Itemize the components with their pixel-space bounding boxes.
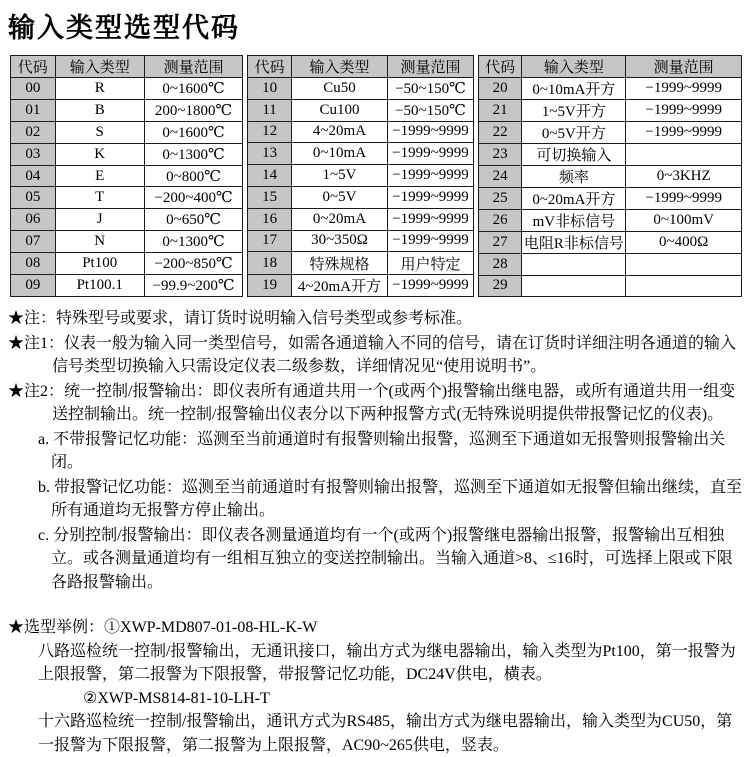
note-label: c. [38,526,50,544]
input-type-cell: 0~10mA开方 [522,78,626,100]
table-header-row [478,56,741,78]
input-type-cell [522,275,626,297]
range-cell: −50~150℃ [388,78,474,100]
code-cell: 07 [11,231,56,253]
table-group-2 [247,55,473,297]
input-type-cell: N [55,231,144,253]
table-row [478,122,741,144]
input-type-cell [522,254,626,276]
note-text: 不带报警记忆功能：巡测至当前通道时有报警则输出报警，巡测至下通道如无报警则报警输出关闭。 [49,430,726,471]
range-cell: −1999~9999 [388,230,474,252]
code-cell: 29 [478,275,522,297]
note-label: ★注： [8,310,57,327]
example-description-2: 十六路巡检统一控制/报警输出，通讯方式为RS485，输出方式为继电器输出，输入类型为CU50，第一报警为下限报警，第二报警为上限报警，AC90~265供电，竖表。 [38,713,733,754]
input-type-cell: 0~5V开方 [522,122,626,144]
note-label: a. [38,430,50,448]
column-header: 测量范围 [626,56,742,78]
note-paragraph [8,307,742,331]
range-cell: 用户特定 [388,252,474,274]
table-row [11,143,243,165]
table-row [11,99,243,121]
code-cell: 04 [11,165,56,187]
range-cell [626,254,742,276]
column-header: 测量范围 [144,56,243,78]
examples-label: ★选型举例： [8,619,105,636]
range-cell: −200~400℃ [144,187,243,209]
table-row [478,188,741,210]
code-cell: 05 [11,187,56,209]
code-cell: 03 [11,143,56,165]
input-type-cell: Pt100.1 [55,275,144,297]
input-type-cell: 特殊规格 [291,252,387,274]
note-paragraph [8,332,742,379]
table-row [11,209,243,231]
table-row [248,99,473,121]
table-row [248,208,473,230]
range-cell: −1999~9999 [388,274,474,296]
table-row [478,100,741,122]
example-model-1: ①XWP-MD807-01-08-HL-K-W [104,619,318,636]
input-type-cell: mV非标信号 [522,210,626,232]
table-row [248,274,473,296]
input-type-cell: J [55,209,144,231]
table-row [478,78,741,100]
code-cell: 24 [478,166,522,188]
input-type-cell: 1~5V开方 [522,100,626,122]
note-subitem [38,476,742,523]
code-cell: 17 [248,230,291,252]
range-cell: 0~3KHZ [626,166,742,188]
range-cell: −99.9~200℃ [144,275,243,297]
table-row [11,231,243,253]
range-cell: 0~1300℃ [144,143,243,165]
input-type-cell: S [55,121,144,143]
code-cell: 06 [11,209,56,231]
range-cell: −1999~9999 [388,143,474,165]
page-title: 输入类型选型代码 [8,13,240,43]
range-cell: 0~400Ω [626,232,742,254]
input-type-cell: E [55,165,144,187]
table-row [248,121,473,143]
input-type-cell: R [55,78,144,100]
code-cell: 20 [478,78,522,100]
input-type-cell: 1~5V [291,165,387,187]
range-cell: 0~650℃ [144,209,243,231]
input-type-cell: 频率 [522,166,626,188]
range-cell: 0~100mV [626,210,742,232]
note-text: 分别控制/报警输出：即仪表各测量通道均有一个(或两个)报警继电器输出报警，报警输出互相独立。或各测量通道均有一组相互独立的变送控制输出。当输入通道>8、≤16时，可选择上限或下限各路报警输出。 [49,526,733,591]
table-row [248,252,473,274]
table-row [478,232,741,254]
table-row [11,275,243,297]
note-label: ★注1： [8,334,65,352]
input-type-cell: 0~20mA [291,208,387,230]
code-cell: 22 [478,122,522,144]
range-cell [626,144,742,166]
table-group-3 [478,55,742,297]
code-cell: 27 [478,232,522,254]
table-row [248,78,473,100]
range-cell: −200~850℃ [144,253,243,275]
table-row [11,165,243,187]
table-row [248,143,473,165]
range-cell: −1999~9999 [388,165,474,187]
range-cell: −1999~9999 [388,186,474,208]
table-row [11,121,243,143]
table-header-row [11,56,243,78]
input-type-cell: T [55,187,144,209]
note-subitem [38,428,742,475]
examples-heading [8,616,742,640]
table-row [11,78,243,100]
range-cell: 0~1600℃ [144,121,243,143]
column-header: 输入类型 [522,56,626,78]
table-row [11,187,243,209]
column-header: 代码 [248,56,291,78]
input-type-cell: 30~350Ω [291,230,387,252]
note-text: 统一控制/报警输出：即仪表所有通道共用一个(或两个)报警输出继电器，或所有通道共用一组变送控制输出。统一控制/报警输出仪表分以下两种报警方式(无特殊说明提供带报警记忆的仪表)。 [52,382,736,423]
code-cell: 15 [248,186,291,208]
column-header: 输入类型 [55,56,144,78]
range-cell: −1999~9999 [626,78,742,100]
code-cell: 26 [478,210,522,232]
column-header: 代码 [11,56,56,78]
code-cell: 23 [478,144,522,166]
note-label: ★注2： [8,382,65,400]
examples-section [8,616,742,757]
range-cell: 200~1800℃ [144,99,243,121]
code-cell: 16 [248,208,291,230]
table-row [248,230,473,252]
code-cell: 25 [478,188,522,210]
input-type-cell: 4~20mA [291,121,387,143]
code-cell: 00 [11,78,56,100]
input-type-cell: 0~20mA开方 [522,188,626,210]
code-cell: 21 [478,100,522,122]
input-type-cell: 0~5V [291,186,387,208]
input-type-cell: 0~10mA [291,143,387,165]
range-cell: −1999~9999 [388,121,474,143]
code-cell: 13 [248,143,291,165]
table-row [478,166,741,188]
table-row [478,144,741,166]
range-cell: −1999~9999 [626,188,742,210]
note-paragraph [8,380,742,427]
code-cell: 01 [11,99,56,121]
code-cell: 19 [248,274,291,296]
code-cell: 09 [11,275,56,297]
table-header-row [248,56,473,78]
note-subitem [38,524,742,595]
code-cell: 14 [248,165,291,187]
column-header: 代码 [478,56,522,78]
code-cell: 28 [478,254,522,276]
table-row [478,210,741,232]
code-cell: 12 [248,121,291,143]
notes-section [8,307,742,594]
example-model-2: ②XWP-MS814-81-10-LH-T [83,689,270,707]
range-cell: −1999~9999 [626,122,742,144]
table-row [248,165,473,187]
range-cell: −50~150℃ [388,99,474,121]
input-type-cell: 可切换输入 [522,144,626,166]
range-cell: −1999~9999 [626,100,742,122]
input-type-cell: Cu100 [291,99,387,121]
example-description-1: 八路巡检统一控制/报警输出，无通讯接口，输出方式为继电器输出，输入类型为Pt100，第一报警为上限报警，第二报警为下限报警，带报警记忆功能，DC24V供电，横表。 [38,642,736,683]
code-cell: 18 [248,252,291,274]
table-row [11,253,243,275]
note-label: b. [38,478,50,496]
range-cell: −1999~9999 [388,208,474,230]
code-cell: 08 [11,253,56,275]
input-type-cell: 电阻R非标信号 [522,232,626,254]
note-text: 特殊型号或要求，请订货时说明输入信号类型或参考标准。 [56,310,473,327]
input-type-cell: B [55,99,144,121]
code-cell: 11 [248,99,291,121]
code-cell: 02 [11,121,56,143]
table-row [248,186,473,208]
range-cell: 0~1600℃ [144,78,243,100]
range-cell: 0~1300℃ [144,231,243,253]
note-text: 仪表一般为输入同一类型信号，如需各通道输入不同的信号，请在订货时详细注明各通道的输入信号类型切换输入只需设定仪表二级参数，详细情况见“使用说明书”。 [52,334,737,375]
input-type-cell: Pt100 [55,253,144,275]
range-cell: 0~800℃ [144,165,243,187]
note-text: 带报警记忆功能：巡测至当前通道时有报警则输出报警，巡测至下通道如无报警但输出继续，直至所有通道均无报警方停止输出。 [50,478,743,519]
range-cell [626,275,742,297]
column-header: 测量范围 [388,56,474,78]
column-header: 输入类型 [291,56,387,78]
input-type-cell: K [55,143,144,165]
selection-code-table [10,55,742,297]
table-group-1 [10,55,243,297]
input-type-cell: 4~20mA开方 [291,274,387,296]
table-row [478,275,741,297]
input-type-cell: Cu50 [291,78,387,100]
code-cell: 10 [248,78,291,100]
table-row [478,254,741,276]
